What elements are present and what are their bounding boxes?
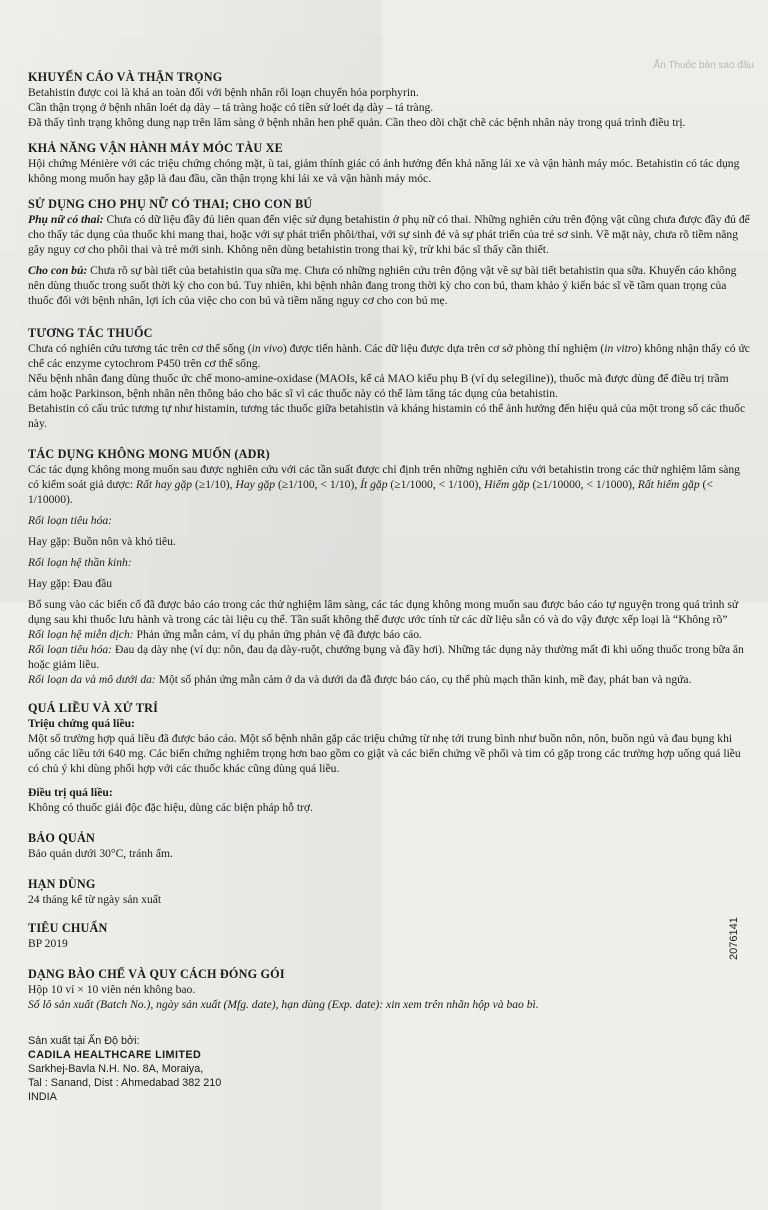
paragraph: BP 2019 — [28, 937, 68, 950]
subsection-title: Điều trị quá liều: — [28, 786, 113, 799]
paragraph: 24 tháng kể từ ngày sản xuất — [28, 893, 162, 906]
section-overdose — [28, 701, 750, 815]
paragraph: Hay gặp: Đau đầu — [28, 577, 113, 590]
text-run: Rất hay gặp — [136, 478, 193, 491]
text-run: Ít gặp — [360, 478, 388, 491]
text-run: in vitro — [604, 342, 638, 355]
paragraph: Số lô sản xuất (Batch No.), ngày sản xuất (Mfg. date), hạn dùng (Exp. date): xin xem trên nhãn hộp và bao bì. — [28, 998, 539, 1011]
paragraph: Hay gặp: Buồn nôn và khó tiêu. — [28, 535, 176, 548]
paragraph: Một số trường hợp quá liều đã được báo cáo. Một số bệnh nhân gặp các triệu chứng từ nhẹ tới trung bình như buồn nôn, nôn, buồn ngủ và đau bụng khi uống các liều tới 640 mg. Các biến chứng nghiêm trọng hơn bao gồm co giật và các biến chứng về phổi và tim có gặp trong các trường hợp uống quá liều có chủ ý khi dùng phối hợp với các thuốc khác cũng dùng quá liều. — [28, 732, 741, 775]
manufacturer-block — [28, 1034, 750, 1104]
text-run: Đau dạ dày nhẹ (ví dụ: nôn, đau dạ dày-ruột, chướng bụng và đầy hơi). Những tác dụng này thường mất đi khi uống thuốc trong bữa ăn hoặc giảm liều. — [28, 643, 744, 671]
paragraph — [28, 672, 750, 687]
text-run: (≥1/1000, < 1/100), — [387, 478, 485, 491]
leaflet-content — [28, 70, 750, 1104]
para-label: Cho con bú: — [28, 264, 88, 277]
section-pregnancy — [28, 197, 750, 308]
group-label: Rối loạn da và mô dưới da: — [28, 673, 156, 686]
show-through-text: Ấn Thuốc bản sao đầu — [653, 60, 754, 71]
text-run: ) được tiến hành. Các dữ liệu được dựa trên cơ sở phòng thí nghiệm ( — [282, 342, 605, 355]
section-title: DẠNG BÀO CHẾ VÀ QUY CÁCH ĐÓNG GÓI — [28, 967, 285, 981]
text-line: Betahistin được coi là khá an toàn đối với bệnh nhân rối loạn chuyển hóa porphyrin. — [28, 86, 419, 99]
text-run: (< 1/10000). — [28, 478, 713, 506]
text-run: in vivo — [251, 342, 283, 355]
text-run: Hay gặp — [235, 478, 276, 491]
paragraph: Nếu bệnh nhân đang dùng thuốc ức chế mono-amine-oxidase (MAOIs, kể cả MAO kiểu phụ B (ví dụ selegiline)), thuốc mà được dùng để điều trị trầm cảm hoặc Parkinson, bệnh nhân nên thông báo cho bác sĩ vì các thuốc này có thể làm tăng tác dụng của betahistin. — [28, 372, 729, 400]
paragraph — [28, 263, 750, 308]
text-run: (≥1/10000, < 1/1000), — [529, 478, 638, 491]
section-storage — [28, 831, 750, 861]
para-label: Phụ nữ có thai: — [28, 213, 104, 226]
manufacturer-country: INDIA — [28, 1091, 57, 1103]
section-shelf-life — [28, 877, 750, 907]
manufacturer-label: Sản xuất tại Ấn Độ bởi: — [28, 1035, 140, 1047]
paragraph: Betahistin có cấu trúc tương tự như histamin, tương tác thuốc giữa betahistin và kháng histamin có thể ảnh hưởng đến hiệu quả của một trong số các thuốc này. — [28, 402, 746, 430]
text-run: (≥1/10), — [192, 478, 236, 491]
para-text: Chưa có dữ liệu đầy đủ liên quan đến việc sử dụng betahistin ở phụ nữ có thai. Những nghiên cứu trên động vật cũng chưa được đầy đủ để cho thấy tác dụng của thuốc khi mang thai, hoặc với sự phát triển phôi/thai, với sự sinh đẻ và sự phát triển của trẻ sơ sinh. Về mặt này, chưa rõ tiềm năng gây nguy cơ cho phôi thai và trẻ mới sinh. Không nên dùng betahistin trong thai kỳ, trừ khi bác sĩ thấy cần thiết. — [28, 213, 750, 256]
group-label: Rối loạn hệ thần kinh: — [28, 556, 132, 569]
paragraph — [28, 462, 750, 507]
section-standard — [28, 921, 750, 951]
subsection-title: Triệu chứng quá liều: — [28, 717, 135, 730]
section-adr — [28, 447, 750, 687]
text-run: Một số phản ứng mẫn cảm ở da và dưới da đã được báo cáo, cụ thể phù mạch thần kinh, mề đay, phát ban và ngứa. — [155, 673, 692, 686]
section-title: TƯƠNG TÁC THUỐC — [28, 326, 153, 340]
paragraph — [28, 212, 750, 257]
section-title: KHUYẾN CÁO VÀ THẬN TRỌNG — [28, 70, 223, 84]
section-packaging — [28, 967, 750, 1012]
section-warnings — [28, 70, 750, 130]
text-run: ) không nhận thấy có ức chế các enzyme cytochrom P450 trên cơ thể sống. — [28, 342, 750, 370]
text-run: Phản ứng mẫn cảm, ví dụ phản ứng phản vệ đã được báo cáo. — [133, 628, 422, 641]
paragraph: Bảo quản dưới 30°C, tránh ẩm. — [28, 847, 173, 860]
manufacturer-address: Tal : Sanand, Dist : Ahmedabad 382 210 — [28, 1077, 222, 1089]
para-text: Chưa rõ sự bài tiết của betahistin qua sữa mẹ. Chưa có những nghiên cứu trên động vật về sự bài tiết betahistin qua sữa. Khuyến cáo không nên dùng thuốc trong suốt thời kỳ cho con bú. Tuy nhiên, khi bệnh nhân đang trong thời kỳ cho con bú, tham khảo ý kiến bác sĩ về tầm quan trọng của thuốc đối với bệnh nhân, lợi ích của việc cho con bú và tiềm năng nguy cơ cho con bú mẹ. — [28, 264, 737, 307]
text-line: Đã thấy tình trạng không dung nạp trên lâm sàng ở bệnh nhân hen phế quản. Cần theo dõi chặt chẽ các bệnh nhân này trong quá trình điều trị. — [28, 116, 686, 129]
group-label: Rối loạn tiêu hóa: — [28, 514, 113, 527]
text-run: (≥1/100, < 1/10), — [275, 478, 361, 491]
section-driving — [28, 141, 750, 186]
leaflet-code: 2076141 — [728, 917, 740, 960]
text-line: Cần thận trọng ở bệnh nhân loét dạ dày – tá tràng hoặc có tiền sử loét dạ dày – tá tràng. — [28, 101, 434, 114]
section-title: TÁC DỤNG KHÔNG MONG MUỐN (ADR) — [28, 447, 270, 461]
manufacturer-address: Sarkhej-Bavla N.H. No. 8A, Moraiya, — [28, 1063, 204, 1075]
group-label: Rối loạn hệ miễn dịch: — [28, 628, 134, 641]
paragraph — [28, 341, 750, 371]
paragraph: Hội chứng Ménière với các triệu chứng chóng mặt, ù tai, giảm thính giác có ảnh hưởng đến khả năng lái xe và vận hành máy móc. Betahistin có tác dụng không mong muốn hay gặp là đau đầu, cần thận trọng khi lái xe và vận hành máy móc. — [28, 157, 740, 185]
text-run: Hiếm gặp — [484, 478, 530, 491]
paragraph: Hộp 10 vỉ × 10 viên nén không bao. — [28, 983, 196, 996]
section-interactions — [28, 326, 750, 431]
paragraph — [28, 642, 750, 672]
section-title: QUÁ LIỀU VÀ XỬ TRÍ — [28, 701, 159, 715]
section-title: KHẢ NĂNG VẬN HÀNH MÁY MÓC TÀU XE — [28, 141, 283, 155]
text-run: Các tác dụng không mong muốn sau được nghiên cứu với các tần suất được chỉ định trên những nghiên cứu với betahistin trong các thử nghiệm lâm sàng có kiểm soát giả dược: — [28, 463, 740, 491]
paragraph: Không có thuốc giải độc đặc hiệu, dùng các biện pháp hỗ trợ. — [28, 801, 313, 814]
text-run: Chưa có nghiên cứu tương tác trên cơ thể sống ( — [28, 342, 252, 355]
section-title: SỬ DỤNG CHO PHỤ NỮ CÓ THAI; CHO CON BÚ — [28, 197, 313, 211]
section-title: BẢO QUẢN — [28, 831, 95, 845]
paragraph — [28, 627, 750, 642]
group-label: Rối loạn tiêu hóa: — [28, 643, 113, 656]
manufacturer-name: CADILA HEALTHCARE LIMITED — [28, 1049, 202, 1061]
text-run: Rất hiếm gặp — [637, 478, 700, 491]
section-title: HẠN DÙNG — [28, 877, 96, 891]
section-title: TIÊU CHUẨN — [28, 921, 108, 935]
paragraph: Bổ sung vào các biến cố đã được báo cáo trong các thử nghiệm lâm sàng, các tác dụng không mong muốn sau được báo cáo tự nguyện trong quá trình sử dụng sau khi thuốc lưu hành và trong các tài liệu cụ thể. Tần suất không thể được ước tính từ các dữ liệu sẵn có và do vậy được xếp loại là “Không rõ” — [28, 598, 739, 626]
